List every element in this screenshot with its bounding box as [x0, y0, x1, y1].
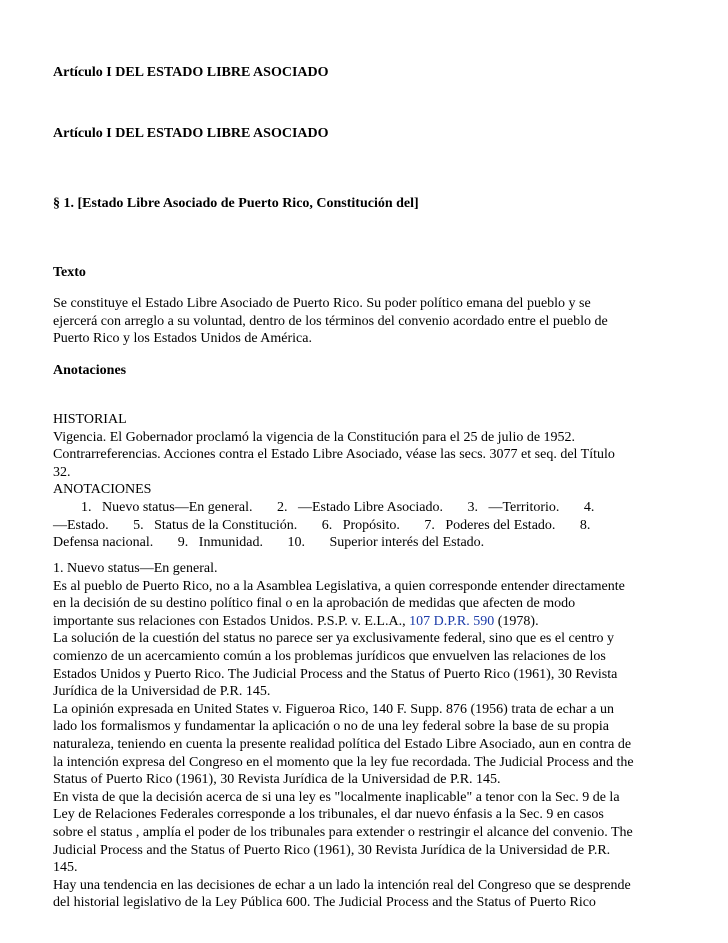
text-line: Contrarreferencias. Acciones contra el Estado Libre Asociado, véase las secs. 3077 et seq. del Título [53, 447, 615, 463]
text-line: en la decisión de su destino político final o en la aprobación de medidas que afecten de modo [53, 596, 576, 612]
case-citation-link[interactable]: 107 D.P.R. 590 [409, 613, 495, 629]
text-line: Hay una tendencia en las decisiones de echar a un lado la intención real del Congreso que se desprende [53, 877, 631, 893]
historial-section [53, 411, 665, 552]
anotaciones-label: ANOTACIONES [53, 482, 152, 498]
text-line: ejercerá con arreglo a su voluntad, dentro de los términos del convenio acordado entre el pueblo de [53, 313, 608, 329]
text-line: Se constituye el Estado Libre Asociado de Puerto Rico. Su poder político emana del pueblo y se [53, 296, 591, 311]
section-heading: § 1. [Estado Libre Asociado de Puerto Rico, Constitución del] [53, 196, 419, 211]
text-line: la intención expresa del Congreso en el momento que la ley fue recordada. The Judicial Process and the [53, 754, 634, 770]
text-line: Status of Puerto Rico (1961), 30 Revista Jurídica de la Universidad de P.R. 145. [53, 772, 501, 788]
annotation-index-line: 1. Nuevo status—En general. 2. —Estado Libre Asociado. 3. —Territorio. 4. [53, 499, 595, 515]
text-line: lado los formalismos y fundamentar la aplicación o no de una ley federal sobre la base de su propia [53, 719, 609, 735]
text-line: Jurídica de la Universidad de P.R. 145. [53, 684, 271, 700]
text-line: Ley de Relaciones Federales corresponde a los tribunales, el dar nuevo énfasis a la Sec. 9 en casos [53, 807, 604, 823]
annotation-body [53, 560, 665, 912]
text-line: 32. [53, 464, 71, 480]
text-line: Vigencia. El Gobernador proclamó la vigencia de la Constitución para el 25 de julio de 1952. [53, 429, 576, 445]
historial-label: HISTORIAL [53, 412, 127, 427]
annotation-heading: 1. Nuevo status—En general. [53, 561, 218, 576]
annotation-index-line: —Estado. 5. Status de la Constitución. 6. Propósito. 7. Poderes del Estado. 8. [53, 517, 591, 533]
text-line: 145. [53, 860, 78, 876]
text-line: En vista de que la decisión acerca de si una ley es "localmente inaplicable" a tenor con la Sec. 9 de la [53, 789, 620, 805]
texto-paragraph [53, 295, 665, 348]
text-line: sobre el status , amplía el poder de los tribunales para extender o restringir el alcance del convenio. The [53, 824, 633, 840]
text-segment: (1978). [494, 613, 539, 629]
anotaciones-heading: Anotaciones [53, 363, 127, 378]
text-segment: importante sus relaciones con Estados Unidos. P.S.P. v. E.L.A., [53, 613, 410, 629]
text-line: La solución de la cuestión del status no parece ser ya exclusivamente federal, sino que es el centro y [53, 631, 614, 647]
texto-heading: Texto [53, 265, 86, 280]
text-line: comienzo de un acercamiento común a los problemas jurídicos que envuelven las relaciones de los [53, 648, 606, 664]
annotation-index-line: Defensa nacional. 9. Inmunidad. 10. Superior interés del Estado. [53, 535, 485, 551]
text-line: Judicial Process and the Status of Puerto Rico (1961), 30 Revista Jurídica de la Universidad de P.R. [53, 842, 611, 858]
text-line: Puerto Rico y los Estados Unidos de América. [53, 331, 312, 347]
article-heading-2: Artículo I DEL ESTADO LIBRE ASOCIADO [53, 126, 329, 141]
text-line: La opinión expresada en United States v. Figueroa Rico, 140 F. Supp. 876 (1956) trata de echar a un [53, 701, 614, 717]
text-line: naturaleza, teniendo en cuenta la presente realidad política del Estado Libre Asociado, aun en contra de [53, 736, 632, 752]
text-line [53, 613, 665, 631]
text-line: Estados Unidos y Puerto Rico. The Judicial Process and the Status of Puerto Rico (1961), 30 Revista [53, 666, 618, 682]
article-heading-1: Artículo I DEL ESTADO LIBRE ASOCIADO [53, 65, 329, 80]
text-line: Es al pueblo de Puerto Rico, no a la Asamblea Legislativa, a quien corresponde entender directamente [53, 578, 625, 594]
text-line: del historial legislativo de la Ley Pública 600. The Judicial Process and the Status of Puerto Rico [53, 895, 596, 911]
